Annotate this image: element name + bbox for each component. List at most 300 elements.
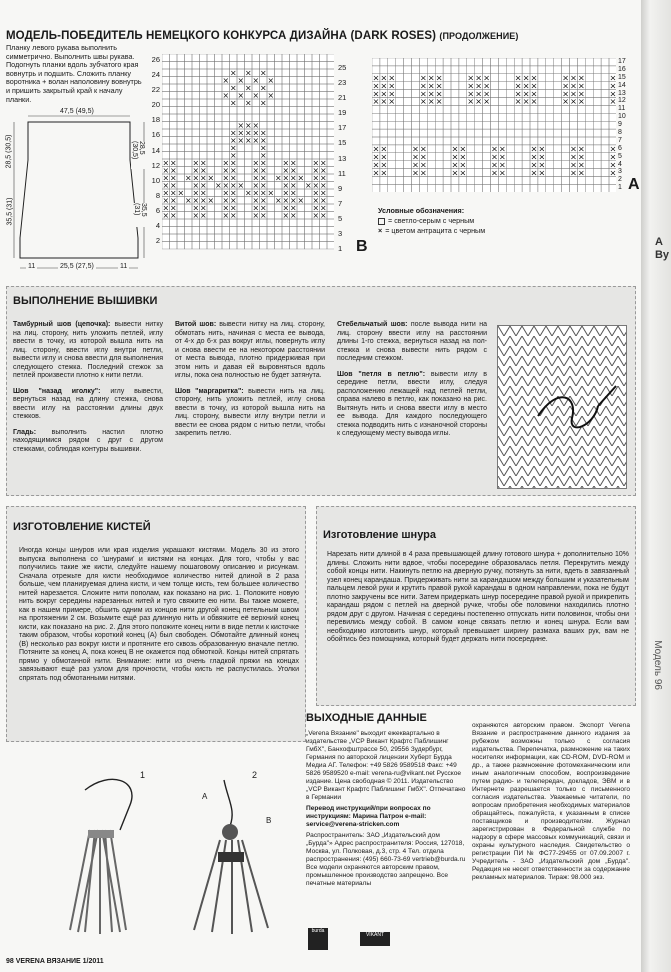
row-number: 17 [618,58,626,65]
stitch-mark: × [427,96,435,107]
stitch-mark: × [259,158,267,168]
row-number: 10 [618,113,626,121]
row-number: 2 [155,236,160,246]
stitch-mark: × [577,96,585,107]
stitch-mark: × [297,195,305,205]
row-number: 10 [151,175,160,185]
stitch-mark: × [380,159,388,170]
imprint-distributor: Распространитель: ЗАО „Издательский дом „Бурда"» Адрес распространителя: Россия, 127018, Москва, ул. Полковая, д.3, стр. 4 Тел. отдела распространения: (495) 660-73-69 vertrieb@burda.ru Все модели охраняются авторским правом, промышленное производство запрещено. Все печатные материалы [306,832,466,887]
figure-2-label-b: B [266,816,272,825]
legend-item-light [378,216,485,226]
row-number: 26 [151,55,160,64]
stitch-mark: × [184,173,192,183]
chart-b-label: B [356,238,368,255]
stitch-mark: × [530,143,538,154]
stitch-mark: × [319,195,327,205]
stitch-mark: × [222,173,230,183]
dim-right-lower: 35,5 (31) [133,203,147,227]
stitch-mark: × [192,173,200,183]
stitch-mark: × [304,180,312,190]
tassels-text: Иногда концы шнуров или края изделия украшают кистями. Модель 30 из этого выпуска выполнена со 'шнурами' и кистями на концах. Для того, чтобы у вас получились такие же кисти, следуйте нашему пошаговому описанию и рисункам. Сначала отрежьте для кисти необходимое количество нитей длиной в 2 раза больше, чем планируемая длина кисти, и чем толще кисть, тем большее количество нитей нарезается. Сложите нити пополам, как показано на рис. 1. Положите новую нить вокруг середины нарезанных нитей и туго свяжите ею нити. Вы также можете, как в нашем примере, обшить одним из концов нити другой конец петельным швом на протяжении 2 см. Возьмите ещё раз длинную нить и обвяжите её верхний конец кисти, как показано на рис. 2. Для этого положите конец нити в виде петли к кисточке таким образом, чтобы короткий конец (A) был свободен. Обмотайте длинный конец (B) несколько раз вокруг кисти и протяните его сквозь образованную вначале петлю. Потяните за конец A, пока конец B не окажется под обмоткой. Концы нитей спрятать прямо у обмотанной нити. Внимание: нити из очень гладкой пряжи на концах завязывают ещё раз узлом для прочности, чтобы кисть не распустилась. Уголки спрятать под обмотанными нитями. [19,547,299,682]
stitch-mark: × [427,72,435,83]
chart-a-grid [372,58,616,192]
stitch-mark: × [312,165,320,175]
stitch-mark: × [312,180,320,190]
stitch-mark: × [538,167,546,178]
stitch-title-satin: Гладь: [13,428,37,436]
row-number: 9 [618,121,622,129]
stitch-mark: × [459,151,467,162]
stitch-mark: × [319,158,327,168]
row-number: 21 [338,93,347,103]
stitch-mark: × [530,151,538,162]
dim-bottom-right: 11 [120,263,128,270]
row-number: 23 [338,78,347,88]
stitch-mark: × [192,188,200,198]
stitch-mark: × [199,188,207,198]
stitch-mark: × [229,83,237,93]
stitch-mark: × [538,143,546,154]
stitch-mark: × [222,203,230,213]
stitch-mark: × [498,151,506,162]
row-number: 8 [618,129,622,137]
row-number: 11 [338,168,346,178]
legend-title: Условные обозначения: [378,206,465,215]
stitch-mark: × [475,96,483,107]
stitch-mark: × [162,158,170,168]
stitch-mark: × [562,80,570,91]
legend [378,206,485,236]
stitch-mark: × [312,173,320,183]
stitch-mark: × [229,188,237,198]
stitch-mark: × [319,203,327,213]
stitch-mark: × [419,72,427,83]
stitch-text-backstitch: иглу вывести, вернуться назад на длину стежка, снова ввести иглу на расстоянии длины двух стежков. [13,387,163,420]
stitch-mark: × [252,158,260,168]
stitch-mark: × [259,210,267,220]
figure-2-label-a: A [202,792,208,801]
stitch-text-daisy: вывести нить на лиц. сторону, нить уложить петлей, иглу снова ввести в точку, из которой вышла нить на лиц. сторону, вывести иглу внутри петли и ввести ее снова рядом с нитью петли, чтобы закрепить петлю. [175,387,325,437]
stitch-mark: × [483,72,491,83]
stitch-mark: × [252,120,260,130]
stitch-mark: × [162,165,170,175]
stitch-mark: × [162,195,170,205]
chart-b-grid [162,54,334,250]
stitch-mark: × [222,90,230,100]
stitch-mark: × [514,80,522,91]
stitch-mark: × [244,98,252,108]
stitch-mark: × [192,180,200,190]
stitch-mark: × [162,180,170,190]
stitch-mark: × [435,72,443,83]
stitch-mark: × [490,151,498,162]
vikant-logo: VIKANT [360,932,390,946]
stitch-mark: × [312,158,320,168]
stitch-mark: × [229,150,237,160]
stitch-mark: × [530,88,538,99]
stitch-mark: × [372,96,380,107]
stitch-mark: × [569,159,577,170]
stitch-mark: × [372,80,380,91]
stitch-mark: × [419,143,427,154]
tassel-figure-1 [50,770,160,940]
stitch-mark: × [169,203,177,213]
stitch-text-bullion: вывести нитку на лиц. сторону, обмотать нить, начиная с места ее вывода, от 4-х до 6-х раз вокруг иглы, повернуть иглу и снова ввести ее на некотором расстоянии от места вывода, плотно придерживая при этом нить и давая ей выровняться вдоль иглы, пока она полностью не будет затянута. [175,321,325,379]
stitch-diagram [498,326,626,488]
adjacent-page-text: А Ву [654,236,669,261]
dim-bottom-mid: 25,5 (27,5) [60,263,94,270]
row-number: 19 [338,108,347,118]
row-number: 1 [338,244,343,254]
stitch-mark: × [312,195,320,205]
row-number: 6 [155,205,160,215]
stitch-mark: × [419,151,427,162]
stitch-mark: × [522,80,530,91]
stitch-mark: × [372,167,380,178]
embroidery-col-2 [175,321,325,439]
stitch-mark: × [259,150,267,160]
burda-logo: burda [308,928,328,950]
row-number: 4 [618,160,622,168]
figure-1-number: 1 [140,770,146,780]
stitch-mark: × [380,80,388,91]
stitch-mark: × [229,158,237,168]
stitch-mark: × [319,173,327,183]
stitch-mark: × [388,80,396,91]
stitch-mark: × [522,88,530,99]
stitch-mark: × [609,167,616,178]
stitch-mark: × [522,72,530,83]
stitch-mark: × [237,90,245,100]
dim-left-lower: 35,5 (31) [6,197,14,226]
schematic-drawing [6,108,152,278]
row-number: 4 [155,221,160,231]
row-number: 12 [618,97,626,105]
stitch-mark: × [267,75,275,85]
stitch-mark: × [514,96,522,107]
stitch-mark: × [372,143,380,154]
stitch-mark: × [229,195,237,205]
stitch-mark: × [252,165,260,175]
dim-right-upper: 28,5 (30,5) [131,141,145,169]
stitch-mark: × [419,167,427,178]
stitch-mark: × [451,143,459,154]
stitch-mark: × [483,88,491,99]
row-number: 13 [338,153,347,163]
stitch-mark: × [237,180,245,190]
stitch-mark: × [289,210,297,220]
stitch-mark: × [162,173,170,183]
stitch-mark: × [435,80,443,91]
stitch-mark: × [380,96,388,107]
stitch-mark: × [609,72,616,83]
stitch-mark: × [259,165,267,175]
stitch-mark: × [222,165,230,175]
page-footer: 98 VERENA ВЯЗАНИЕ 1/2011 [6,958,104,965]
row-number: 5 [338,213,343,223]
stitch-mark: × [184,195,192,205]
stitch-mark: × [467,80,475,91]
stitch-mark: × [435,96,443,107]
embroidery-col-1 [13,321,163,454]
garment-schematic [6,108,152,278]
stitch-mark: × [259,128,267,138]
row-number: 22 [151,85,160,95]
legend-item-light-text: = светло-серым с черным [388,216,475,225]
stitch-mark: × [459,159,467,170]
stitch-mark: × [312,210,320,220]
row-number: 13 [618,89,626,97]
stitch-mark: × [451,151,459,162]
stitch-mark: × [259,173,267,183]
stitch-mark: × [459,167,467,178]
stitch-text-chain: вывести нитку на лиц. сторону, нить уложить петлей, иглу ввести в точку, из которой вышла нить на лиц. сторону, ввести иглу внутри петли, вывести иглу и снова ввести для выполнения следующего стежка. Последний стежок за петлей произвести плотно к нити петли. [13,321,164,379]
stitch-mark: × [282,158,290,168]
stitch-text-loop: вывести иглу в середине петли, ввести иглу, следуя расположению лежащей над петлей петли, справа налево в петлю, как показано на рис. Вытянуть нить и снова ввести иглу в место ее вывода. Для каждого последующего стежка подводить нить с изнаночной стороны к следующему месту вывода иглы. [337,370,488,437]
stitch-mark: × [267,90,275,100]
row-number: 24 [151,70,160,80]
stitch-mark: × [237,75,245,85]
stitch-mark: × [569,88,577,99]
stitch-mark: × [282,203,290,213]
stitch-mark: × [229,165,237,175]
stitch-mark: × [199,173,207,183]
stitch-mark: × [609,96,616,107]
stitch-mark: × [229,210,237,220]
stitch-title-loop: Шов "петля в петлю": [337,370,426,378]
stitch-mark: × [498,159,506,170]
row-number: 6 [618,144,622,152]
figure-2-number: 2 [252,770,258,780]
stitch-mark: × [222,195,230,205]
stitch-mark: × [372,88,380,99]
stitch-mark: × [289,165,297,175]
stitch-mark: × [475,80,483,91]
stitch-mark: × [372,159,380,170]
imprint-translation: Перевод инструкций/при вопросах по инструкциям: Марина Патрон e-mail: service@verena-stricken.com [306,805,431,828]
stitch-mark: × [609,159,616,170]
stitch-mark: × [252,188,260,198]
row-number: 15 [338,138,347,148]
stitch-mark: × [490,143,498,154]
chart-b-left-numbers [146,56,160,252]
stitch-text-stem: после вывода нити на лиц. сторону ввести иглу на расстоянии длины 1-го стежка, вернуться назад на пол-стежка и снова вывести нить рядом с последним стежком. [337,321,487,362]
stitch-mark: × [169,173,177,183]
stitch-mark: × [538,151,546,162]
stitch-mark: × [252,210,260,220]
stitch-mark: × [577,151,585,162]
stitch-mark: × [372,72,380,83]
stitch-mark: × [483,96,491,107]
chart-a-label: A [628,176,640,193]
stitch-mark: × [244,120,252,130]
stitch-mark: × [192,195,200,205]
stitch-mark: × [467,88,475,99]
stitch-mark: × [609,143,616,154]
stitch-mark: × [451,159,459,170]
cord-heading: Изготовление шнура [323,529,436,541]
stitch-mark: × [282,173,290,183]
adjacent-page-strip [641,0,671,972]
stitch-mark: × [192,210,200,220]
stitch-mark: × [522,96,530,107]
stitch-mark: × [229,143,237,153]
row-number: 16 [618,65,626,73]
stitch-mark: × [530,72,538,83]
stitch-mark: × [530,80,538,91]
row-number: 3 [338,229,343,239]
stitch-mark: × [222,180,230,190]
dim-bottom-left: 11 [28,263,36,270]
stitch-mark: × [169,195,177,205]
stitch-mark: × [244,135,252,145]
intro-text: Планку левого рукава выполнить симметрично. Выполнить швы рукава. Подогнуть планки вдоль зубчатого края вовнутрь и подшить. Сложить планку воротника + волан наполовину вовнутрь и пришить закрытый край к началу планки. [6,43,142,104]
stitch-mark: × [569,96,577,107]
stitch-title-chain: Тамбурный шов (цепочка): [13,321,111,328]
embroidery-heading: ВЫПОЛНЕНИЕ ВЫШИВКИ [13,295,158,307]
stitch-mark: × [435,88,443,99]
stitch-mark: × [319,210,327,220]
stitch-mark: × [259,195,267,205]
row-number: 8 [155,190,160,200]
row-number: 25 [338,63,347,72]
embroidery-illustration [497,325,627,489]
stitch-mark: × [169,165,177,175]
stitch-mark: × [229,128,237,138]
stitch-mark: × [252,203,260,213]
stitch-mark: × [530,159,538,170]
stitch-mark: × [282,195,290,205]
row-number: 7 [338,198,343,208]
stitch-mark: × [289,180,297,190]
stitch-mark: × [282,210,290,220]
stitch-mark: × [229,180,237,190]
stitch-title-bullion: Витой шов: [175,321,217,328]
stitch-mark: × [244,128,252,138]
stitch-mark: × [229,98,237,108]
stitch-mark: × [259,135,267,145]
row-number: 7 [618,136,622,144]
stitch-mark: × [475,88,483,99]
stitch-mark: × [222,188,230,198]
stitch-mark: × [388,88,396,99]
stitch-mark: × [388,72,396,83]
stitch-mark: × [162,188,170,198]
stitch-mark: × [259,143,267,153]
stitch-mark: × [222,158,230,168]
stitch-title-backstitch: Шов "назад иголку": [13,387,101,395]
stitch-mark: × [577,72,585,83]
stitch-mark: × [199,165,207,175]
side-model-label: Модель 96 [652,640,663,690]
stitch-mark: × [162,210,170,220]
stitch-mark: × [199,158,207,168]
stitch-mark: × [259,98,267,108]
stitch-mark: × [388,96,396,107]
stitch-mark: × [419,80,427,91]
chart-a-cells [372,58,616,192]
stitch-mark: × [530,167,538,178]
stitch-mark: × [199,203,207,213]
stitch-mark: × [177,188,185,198]
stitch-mark: × [569,80,577,91]
stitch-mark: × [259,180,267,190]
stitch-mark: × [252,135,260,145]
stitch-mark: × [192,165,200,175]
stitch-mark: × [514,72,522,83]
stitch-mark: × [312,188,320,198]
stitch-mark: × [419,159,427,170]
stitch-mark: × [297,173,305,183]
stitch-mark: × [237,135,245,145]
stitch-mark: × [562,72,570,83]
stitch-mark: × [244,83,252,93]
stitch-mark: × [229,173,237,183]
stitch-mark: × [569,143,577,154]
stitch-mark: × [252,90,260,100]
row-number: 16 [151,130,160,140]
stitch-mark: × [282,188,290,198]
stitch-mark: × [569,167,577,178]
stitch-mark: × [380,151,388,162]
chart-b-right-numbers [338,64,352,260]
stitch-mark: × [380,72,388,83]
chart-b-cells [162,54,334,250]
stitch-mark: × [577,88,585,99]
stitch-mark: × [498,167,506,178]
stitch-mark: × [237,128,245,138]
embroidery-col-3 [337,321,487,439]
stitch-mark: × [319,180,327,190]
stitch-mark: × [207,195,215,205]
row-number: 20 [151,100,160,110]
row-number: 1 [618,184,622,192]
stitch-mark: × [475,72,483,83]
row-number: 5 [618,152,622,160]
stitch-mark: × [259,68,267,78]
stitch-mark: × [530,96,538,107]
stitch-mark: × [467,96,475,107]
stitch-mark: × [169,210,177,220]
stitch-mark: × [244,68,252,78]
stitch-mark: × [169,180,177,190]
imprint-col-1 [306,730,466,888]
stitch-mark: × [451,167,459,178]
stitch-mark: × [467,72,475,83]
stitch-mark: × [319,165,327,175]
stitch-mark: × [289,195,297,205]
stitch-mark: × [192,158,200,168]
stitch-mark: × [609,80,616,91]
stitch-mark: × [237,120,245,130]
stitch-mark: × [259,188,267,198]
stitch-mark: × [229,203,237,213]
stitch-mark: × [244,188,252,198]
stitch-mark: × [169,158,177,168]
stitch-mark: × [214,180,222,190]
stitch-mark: × [411,143,419,154]
stitch-mark: × [427,80,435,91]
stitch-mark: × [289,158,297,168]
stitch-mark: × [577,159,585,170]
stitch-mark: × [207,173,215,183]
stitch-mark: × [229,68,237,78]
row-number: 2 [618,176,622,184]
stitch-mark: × [411,159,419,170]
dim-left-upper: 28,5 (30,5) [5,134,13,169]
imprint-publisher: „Verena Вязание" выходит ежеквартально в издательстве „VCP Викант Крафтс Паблишинг ГмбХ", Банхофштрассе 50, 29556 Зудербург, Германия по авторской лицензии Хуберт Бурда Медиа АГ. Телефон: +49 5826 9589518 Факс: +49 5826 9589520 e-mail: verena-ru@vikant.net Русское издание. Цена свободная © 2011. Издательство „VCP Викант Крафтс Паблишинг ГмбХ". Отпечатано в Германии [306,730,466,801]
stitch-mark: × [252,128,260,138]
